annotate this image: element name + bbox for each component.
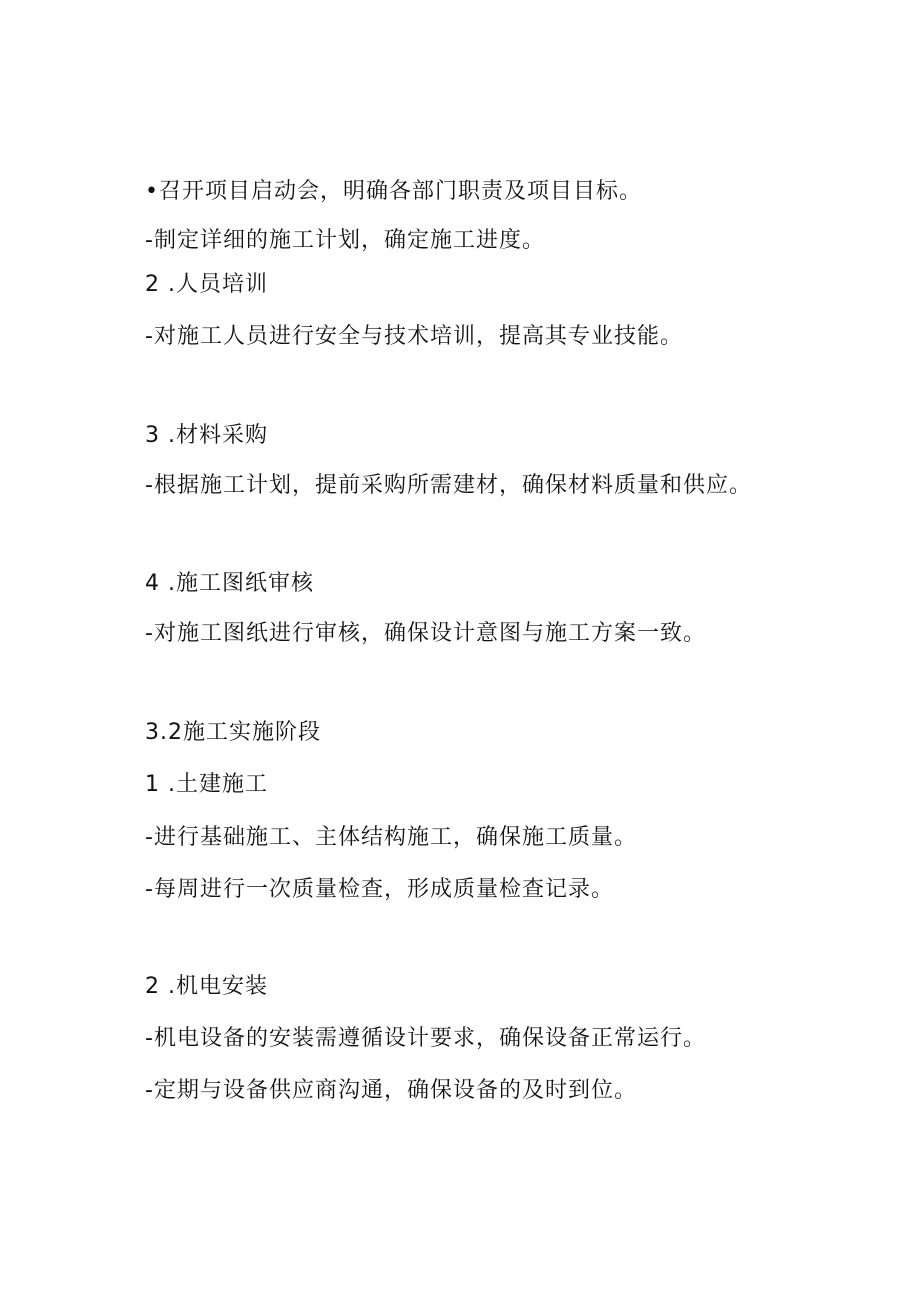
heading-drawing-review: 4 .施工图纸审核: [145, 571, 314, 596]
heading-material-procurement: 3 .材料采购: [145, 423, 268, 448]
item-construction-plan: -制定详细的施工计划，确定施工进度。: [145, 228, 545, 253]
item-safety-training: -对施工人员进行安全与技术培训，提高其专业技能。: [145, 324, 683, 349]
item-equipment-installation: -机电设备的安装需遵循设计要求，确保设备正常运行。: [145, 1026, 706, 1051]
section-heading-implementation: 3.2施工实施阶段: [145, 720, 321, 745]
bullet-kickoff-meeting: •召开项目启动会，明确各部门职责及项目目标。: [145, 179, 642, 204]
item-weekly-inspection: -每周进行一次质量检查，形成质量检查记录。: [145, 877, 614, 902]
item-procure-materials: -根据施工计划，提前采购所需建材，确保材料质量和供应。: [145, 473, 752, 498]
heading-mep-installation: 2 .机电安装: [145, 974, 268, 999]
heading-staff-training: 2 .人员培训: [145, 272, 268, 297]
item-supplier-communication: -定期与设备供应商沟通，确保设备的及时到位。: [145, 1078, 637, 1103]
item-review-drawings: -对施工图纸进行审核，确保设计意图与施工方案一致。: [145, 621, 706, 646]
heading-civil-works: 1 .土建施工: [145, 772, 268, 797]
item-foundation-structure: -进行基础施工、主体结构施工，确保施工质量。: [145, 825, 637, 850]
